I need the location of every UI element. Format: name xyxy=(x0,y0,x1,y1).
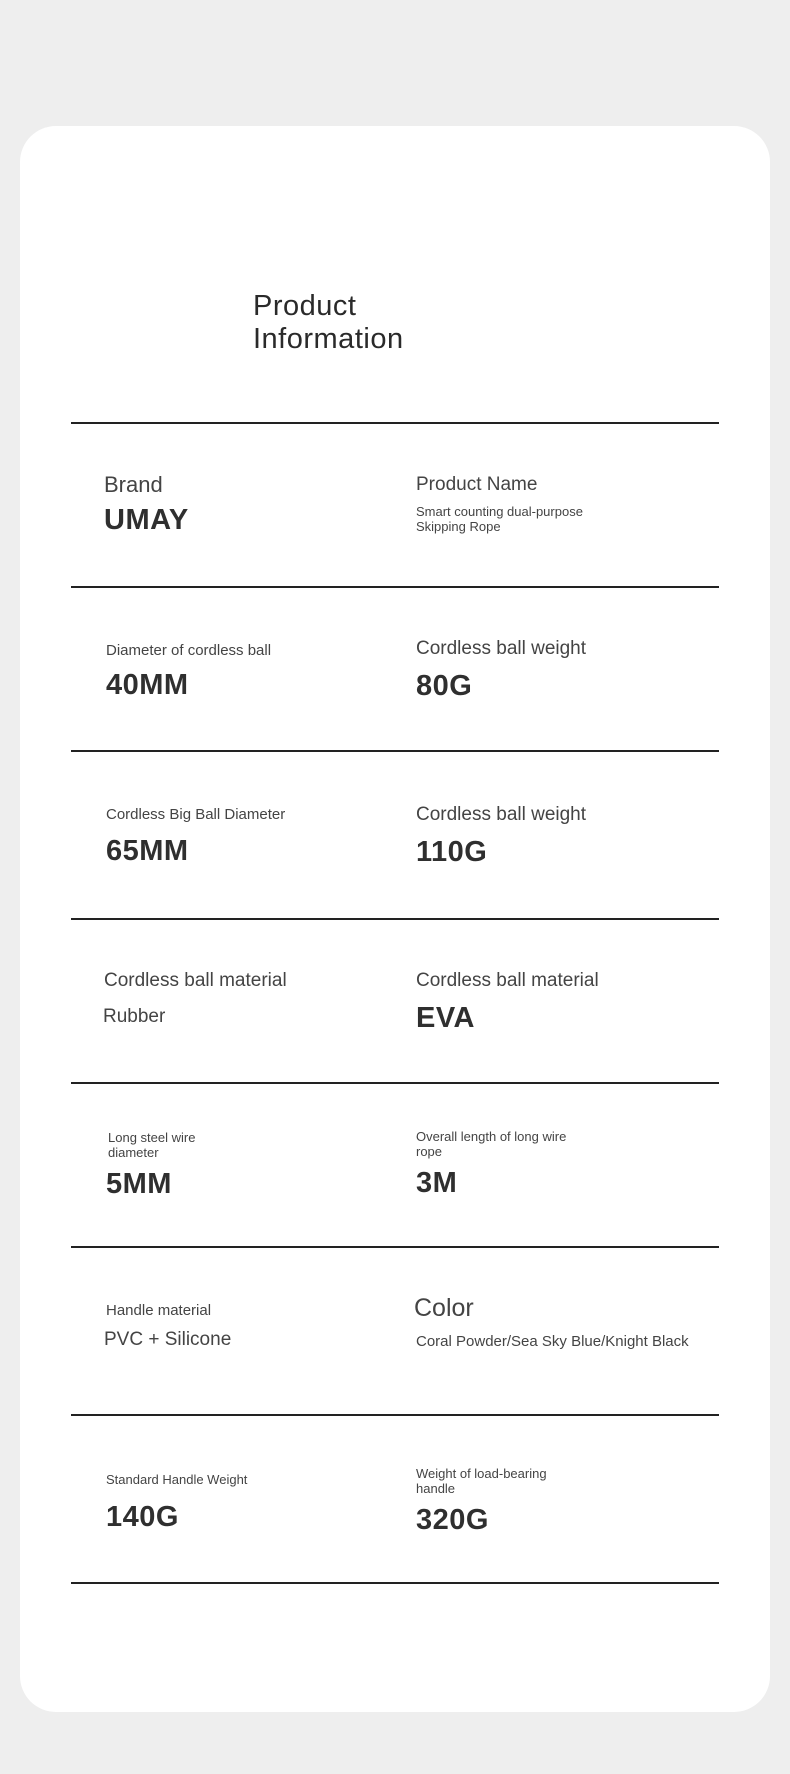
spec-value: 65MM xyxy=(106,835,189,867)
spec-ball-material-left xyxy=(104,970,287,1028)
spec-value: 5MM xyxy=(106,1168,172,1200)
spec-label: Handle material xyxy=(106,1302,212,1319)
spec-color xyxy=(414,1294,689,1350)
divider xyxy=(71,1414,719,1416)
spec-label: Cordless ball material xyxy=(104,970,287,991)
divider xyxy=(71,586,719,588)
page-title xyxy=(253,290,513,356)
divider xyxy=(71,422,719,424)
divider xyxy=(71,750,719,752)
spec-label: Overall length of long wire xyxy=(416,1129,567,1144)
spec-big-ball-weight xyxy=(416,804,586,869)
spec-value: 80G xyxy=(416,670,473,702)
spec-wire-length xyxy=(416,1129,566,1200)
spec-label: diameter xyxy=(108,1145,159,1160)
spec-value: Coral Powder/Sea Sky Blue/Knight Black xyxy=(416,1333,689,1350)
spec-label: Long steel wire xyxy=(108,1130,196,1145)
spec-label: Standard Handle Weight xyxy=(106,1472,248,1487)
spec-value: Skipping Rope xyxy=(416,519,501,534)
spec-label: Color xyxy=(414,1294,474,1322)
spec-label: Weight of load-bearing xyxy=(416,1466,547,1481)
spec-label: Cordless Big Ball Diameter xyxy=(106,806,286,823)
divider xyxy=(71,1246,719,1248)
spec-label: handle xyxy=(416,1481,456,1496)
spec-handle-material xyxy=(106,1302,231,1351)
divider xyxy=(71,1082,719,1084)
spec-label: Product Name xyxy=(416,474,538,495)
spec-label: Cordless ball material xyxy=(416,970,599,991)
spec-ball-weight xyxy=(416,638,586,703)
spec-value: EVA xyxy=(416,1002,475,1034)
title-line-2: Information xyxy=(253,323,404,355)
spec-wire-diameter xyxy=(108,1130,195,1201)
spec-label: Brand xyxy=(104,472,163,497)
spec-label: Cordless ball weight xyxy=(416,804,587,825)
title-line-1: Product xyxy=(253,290,357,322)
spec-label: rope xyxy=(416,1144,443,1159)
spec-label: Cordless ball weight xyxy=(416,638,587,659)
divider xyxy=(71,918,719,920)
spec-ball-diameter xyxy=(106,642,271,702)
spec-value: 110G xyxy=(416,836,488,868)
divider xyxy=(71,1582,719,1584)
spec-value: 140G xyxy=(106,1501,179,1533)
spec-brand xyxy=(104,472,189,537)
spec-load-handle-weight xyxy=(416,1466,547,1537)
spec-product-name xyxy=(416,474,583,534)
spec-label: Diameter of cordless ball xyxy=(106,642,272,659)
spec-value: PVC + Silicone xyxy=(104,1329,232,1350)
spec-value: 320G xyxy=(416,1504,489,1536)
spec-value: Smart counting dual-purpose xyxy=(416,504,583,519)
spec-value: UMAY xyxy=(104,504,189,536)
spec-value: 40MM xyxy=(106,669,189,701)
spec-handle-weight xyxy=(106,1472,247,1534)
spec-value: Rubber xyxy=(103,1006,166,1027)
spec-value: 3M xyxy=(416,1167,458,1199)
spec-big-ball-diameter xyxy=(106,806,285,868)
spec-ball-material-right xyxy=(416,970,599,1035)
